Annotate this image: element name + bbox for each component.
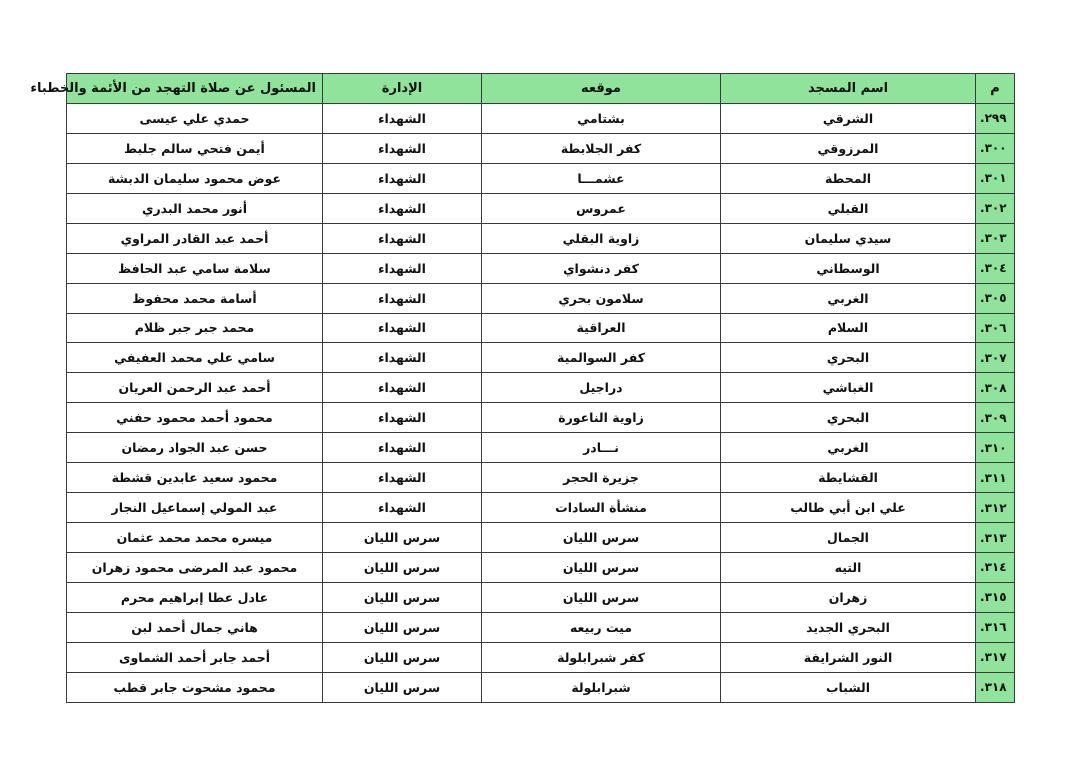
administration-cell: الشهداء bbox=[323, 193, 482, 223]
location-cell: كفر السوالمية bbox=[482, 343, 721, 373]
administration-cell: الشهداء bbox=[323, 493, 482, 523]
responsible-cell: أحمد عبد الرحمن العريان bbox=[67, 373, 323, 403]
mosque-name-cell: البحري bbox=[721, 403, 976, 433]
location-cell: زاوية الناعورة bbox=[482, 403, 721, 433]
row-number: ٣١٣. bbox=[976, 523, 1015, 553]
mosque-name-cell: النور الشرايفة bbox=[721, 642, 976, 672]
responsible-cell: هاني جمال أحمد لبن bbox=[67, 612, 323, 642]
row-number: ٣١٦. bbox=[976, 612, 1015, 642]
responsible-cell: عادل عطا إبراهيم محرم bbox=[67, 582, 323, 612]
table-row bbox=[67, 493, 1015, 523]
responsible-cell: سامي علي محمد العفيفي bbox=[67, 343, 323, 373]
table-body bbox=[67, 103, 1015, 702]
location-cell: عشمـــا bbox=[482, 163, 721, 193]
location-cell: جزيرة الحجر bbox=[482, 463, 721, 493]
responsible-cell: عوض محمود سليمان الدبشة bbox=[67, 163, 323, 193]
header-responsible: المسئول عن صلاة التهجد من الأئمة والخطباء bbox=[67, 74, 323, 104]
mosque-name-cell: القشايطة bbox=[721, 463, 976, 493]
mosque-name-cell: الغربي bbox=[721, 283, 976, 313]
row-number: ٣٠١. bbox=[976, 163, 1015, 193]
responsible-cell: أحمد عبد القادر المراوي bbox=[67, 223, 323, 253]
mosque-name-cell: البحري الجديد bbox=[721, 612, 976, 642]
administration-cell: الشهداء bbox=[323, 433, 482, 463]
row-number: ٣١٧. bbox=[976, 642, 1015, 672]
table-row bbox=[67, 553, 1015, 583]
mosque-name-cell: الجمال bbox=[721, 523, 976, 553]
row-number: ٣٠٩. bbox=[976, 403, 1015, 433]
administration-cell: الشهداء bbox=[323, 133, 482, 163]
location-cell: عمروس bbox=[482, 193, 721, 223]
administration-cell: الشهداء bbox=[323, 313, 482, 343]
row-number: ٣٠٧. bbox=[976, 343, 1015, 373]
responsible-cell: حمدي علي عيسى bbox=[67, 103, 323, 133]
mosque-name-cell: الغربي bbox=[721, 433, 976, 463]
responsible-cell: محمود عبد المرضى محمود زهران bbox=[67, 553, 323, 583]
responsible-cell: أسامة محمد محفوظ bbox=[67, 283, 323, 313]
administration-cell: الشهداء bbox=[323, 343, 482, 373]
location-cell: كفر شبرابلولة bbox=[482, 642, 721, 672]
location-cell: منشأة السادات bbox=[482, 493, 721, 523]
header-administration: الإدارة bbox=[323, 74, 482, 104]
location-cell: زاوية البقلي bbox=[482, 223, 721, 253]
responsible-cell: ميسره محمد محمد عثمان bbox=[67, 523, 323, 553]
table-row bbox=[67, 373, 1015, 403]
location-cell: كفر دنشواي bbox=[482, 253, 721, 283]
location-cell: بشتامي bbox=[482, 103, 721, 133]
row-number: ٣٠٥. bbox=[976, 283, 1015, 313]
header-location: موقعه bbox=[482, 74, 721, 104]
mosque-name-cell: القبلي bbox=[721, 193, 976, 223]
administration-cell: الشهداء bbox=[323, 463, 482, 493]
administration-cell: سرس الليان bbox=[323, 672, 482, 702]
mosque-name-cell: الوسطاني bbox=[721, 253, 976, 283]
header-row bbox=[67, 74, 1015, 104]
location-cell: شبرابلولة bbox=[482, 672, 721, 702]
mosque-name-cell: زهران bbox=[721, 582, 976, 612]
mosque-name-cell: السلام bbox=[721, 313, 976, 343]
responsible-cell: محمود أحمد محمود حفني bbox=[67, 403, 323, 433]
responsible-cell: عبد المولي إسماعيل النجار bbox=[67, 493, 323, 523]
table-row bbox=[67, 642, 1015, 672]
mosque-table bbox=[30, 73, 1015, 703]
table-row bbox=[67, 193, 1015, 223]
responsible-cell: أنور محمد البدري bbox=[67, 193, 323, 223]
row-number: ٣٠٣. bbox=[976, 223, 1015, 253]
mosque-name-cell: الغباشي bbox=[721, 373, 976, 403]
administration-cell: سرس الليان bbox=[323, 523, 482, 553]
administration-cell: الشهداء bbox=[323, 163, 482, 193]
administration-cell: سرس الليان bbox=[323, 582, 482, 612]
administration-cell: الشهداء bbox=[323, 253, 482, 283]
responsible-cell: سلامة سامي عبد الحافظ bbox=[67, 253, 323, 283]
header-mosque-name: اسم المسجد bbox=[721, 74, 976, 104]
mosque-name-cell: الشرقي bbox=[721, 103, 976, 133]
table-row bbox=[67, 223, 1015, 253]
row-number: ٣١٠. bbox=[976, 433, 1015, 463]
row-number: ٣١٨. bbox=[976, 672, 1015, 702]
table-row bbox=[67, 672, 1015, 702]
administration-cell: سرس الليان bbox=[323, 553, 482, 583]
table-row bbox=[67, 163, 1015, 193]
table-row bbox=[67, 523, 1015, 553]
table-row bbox=[67, 133, 1015, 163]
administration-cell: الشهداء bbox=[323, 223, 482, 253]
administration-cell: الشهداء bbox=[323, 103, 482, 133]
table-row bbox=[67, 283, 1015, 313]
header-num: م bbox=[976, 74, 1015, 104]
mosque-name-cell: البحري bbox=[721, 343, 976, 373]
mosque-name-cell: سيدي سليمان bbox=[721, 223, 976, 253]
administration-cell: الشهداء bbox=[323, 373, 482, 403]
row-number: ٣٠٤. bbox=[976, 253, 1015, 283]
row-number: ٣١٤. bbox=[976, 553, 1015, 583]
mosque-name-cell: علي ابن أبي طالب bbox=[721, 493, 976, 523]
table-row bbox=[67, 463, 1015, 493]
responsible-cell: محمود مشحوت جابر قطب bbox=[67, 672, 323, 702]
table-row bbox=[67, 253, 1015, 283]
table-header bbox=[30, 74, 1015, 104]
responsible-cell: محمد جبر جبر ظلام bbox=[67, 313, 323, 343]
row-number: ٣٠٦. bbox=[976, 313, 1015, 343]
row-number: ٣٠٢. bbox=[976, 193, 1015, 223]
row-number: ٢٩٩. bbox=[976, 103, 1015, 133]
mosque-name-cell: الشباب bbox=[721, 672, 976, 702]
location-cell: العراقية bbox=[482, 313, 721, 343]
responsible-cell: أيمن فتحي سالم جلبط bbox=[67, 133, 323, 163]
table-row bbox=[67, 343, 1015, 373]
row-number: ٣١١. bbox=[976, 463, 1015, 493]
mosque-name-cell: التيه bbox=[721, 553, 976, 583]
table-row bbox=[67, 403, 1015, 433]
mosque-name-cell: المحطة bbox=[721, 163, 976, 193]
location-cell: سرس الليان bbox=[482, 553, 721, 583]
row-number: ٣٠٠. bbox=[976, 133, 1015, 163]
location-cell: دراجيل bbox=[482, 373, 721, 403]
table-row bbox=[67, 612, 1015, 642]
administration-cell: الشهداء bbox=[323, 403, 482, 433]
administration-cell: سرس الليان bbox=[323, 642, 482, 672]
responsible-cell: حسن عبد الجواد رمضان bbox=[67, 433, 323, 463]
administration-cell: الشهداء bbox=[323, 283, 482, 313]
location-cell: كفر الجلابطة bbox=[482, 133, 721, 163]
row-number: ٣١٢. bbox=[976, 493, 1015, 523]
table-row bbox=[67, 433, 1015, 463]
location-cell: سرس الليان bbox=[482, 523, 721, 553]
location-cell: ميت ربيعه bbox=[482, 612, 721, 642]
mosque-name-cell: المرزوقي bbox=[721, 133, 976, 163]
table-row bbox=[67, 313, 1015, 343]
table-row bbox=[67, 582, 1015, 612]
row-number: ٣٠٨. bbox=[976, 373, 1015, 403]
location-cell: نـــادر bbox=[482, 433, 721, 463]
responsible-cell: محمود سعيد عابدين قشطة bbox=[67, 463, 323, 493]
table-row bbox=[67, 103, 1015, 133]
location-cell: سرس الليان bbox=[482, 582, 721, 612]
location-cell: سلامون بحري bbox=[482, 283, 721, 313]
administration-cell: سرس الليان bbox=[323, 612, 482, 642]
row-number: ٣١٥. bbox=[976, 582, 1015, 612]
responsible-cell: أحمد جابر أحمد الشماوى bbox=[67, 642, 323, 672]
